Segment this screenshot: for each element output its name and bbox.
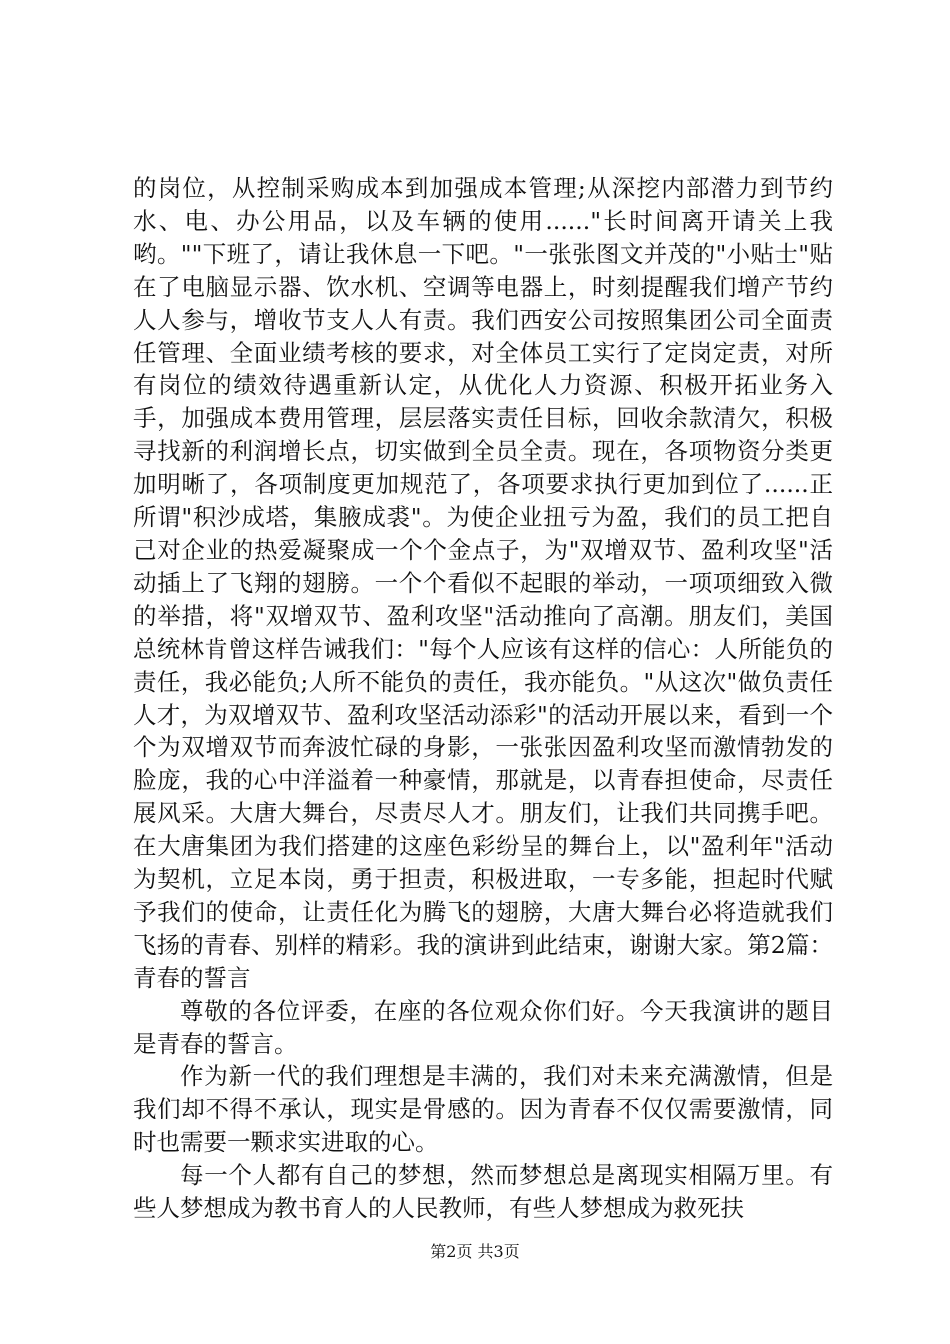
paragraph-1: 的岗位，从控制采购成本到加强成本管理;从深挖内部潜力到节约水、电、办公用品，以及车辆的使用......"长时间离开请关上我哟。""下班了，请让我休息一下吧。"一张张图文并茂的"小贴士"贴在了电脑显示器、饮水机、空调等电器上，时刻提醒我们增产节约人人参与，增收节支人人有责。我们西安公司按照集团公司全面责任管理、全面业绩考核的要求，对全体员工实行了定岗定责，对所有岗位的绩效待遇重新认定，从优化人力资源、积极开拓业务入手，加强成本费用管理，层层落实责任目标，回收余款清欠，积极寻找新的利润增长点，切实做到全员全责。现在，各项物资分类更加明晰了，各项制度更加规范了，各项要求执行更加到位了......正所谓"积沙成塔，集腋成裘"。为使企业扭亏为盈，我们的员工把自己对企业的热爱凝聚成一个个金点子，为"双增双节、盈利攻坚"活动插上了飞翔的翅膀。一个个看似不起眼的举动，一项项细致入微的举措，将"双增双节、盈利攻坚"活动推向了高潮。朋友们，美国总统林肯曾这样告诫我们："每个人应该有这样的信心：人所能负的责任，我必能负;人所不能负的责任，我亦能负。"从这次"做负责任人才，为双增双节、盈利攻坚活动添彩"的活动开展以来，看到一个个为双增双节而奔波忙碌的身影，一张张因盈利攻坚而激情勃发的脸庞，我的心中洋溢着一种豪情，那就是，以青春担使命，尽责任展风采。大唐大舞台，尽责尽人才。朋友们，让我们共同携手吧。在大唐集团为我们搭建的这座色彩纷呈的舞台上，以"盈利年"活动为契机，立足本岗，勇于担责，积极进取，一专多能，担起时代赋予我们的使命，让责任化为腾飞的翅膀，大唐大舞台必将造就我们飞扬的青春、别样的精彩。我的演讲到此结束，谢谢大家。第2篇：青春的誓言 — [133, 174, 833, 992]
paragraph-2: 尊敬的各位评委，在座的各位观众你们好。今天我演讲的题目是青春的誓言。 — [133, 996, 833, 1058]
paragraph-3: 作为新一代的我们理想是丰满的，我们对未来充满激情，但是我们却不得不承认，现实是骨感的。因为青春不仅仅需要激情，同时也需要一颗求实进取的心。 — [133, 1062, 833, 1157]
page-footer: 第2页 共3页 — [430, 1242, 520, 1261]
body-text — [133, 172, 833, 1225]
paragraph-4: 每一个人都有自己的梦想，然而梦想总是离现实相隔万里。有些人梦想成为教书育人的人民教师，有些人梦想成为救死扶 — [133, 1161, 833, 1223]
